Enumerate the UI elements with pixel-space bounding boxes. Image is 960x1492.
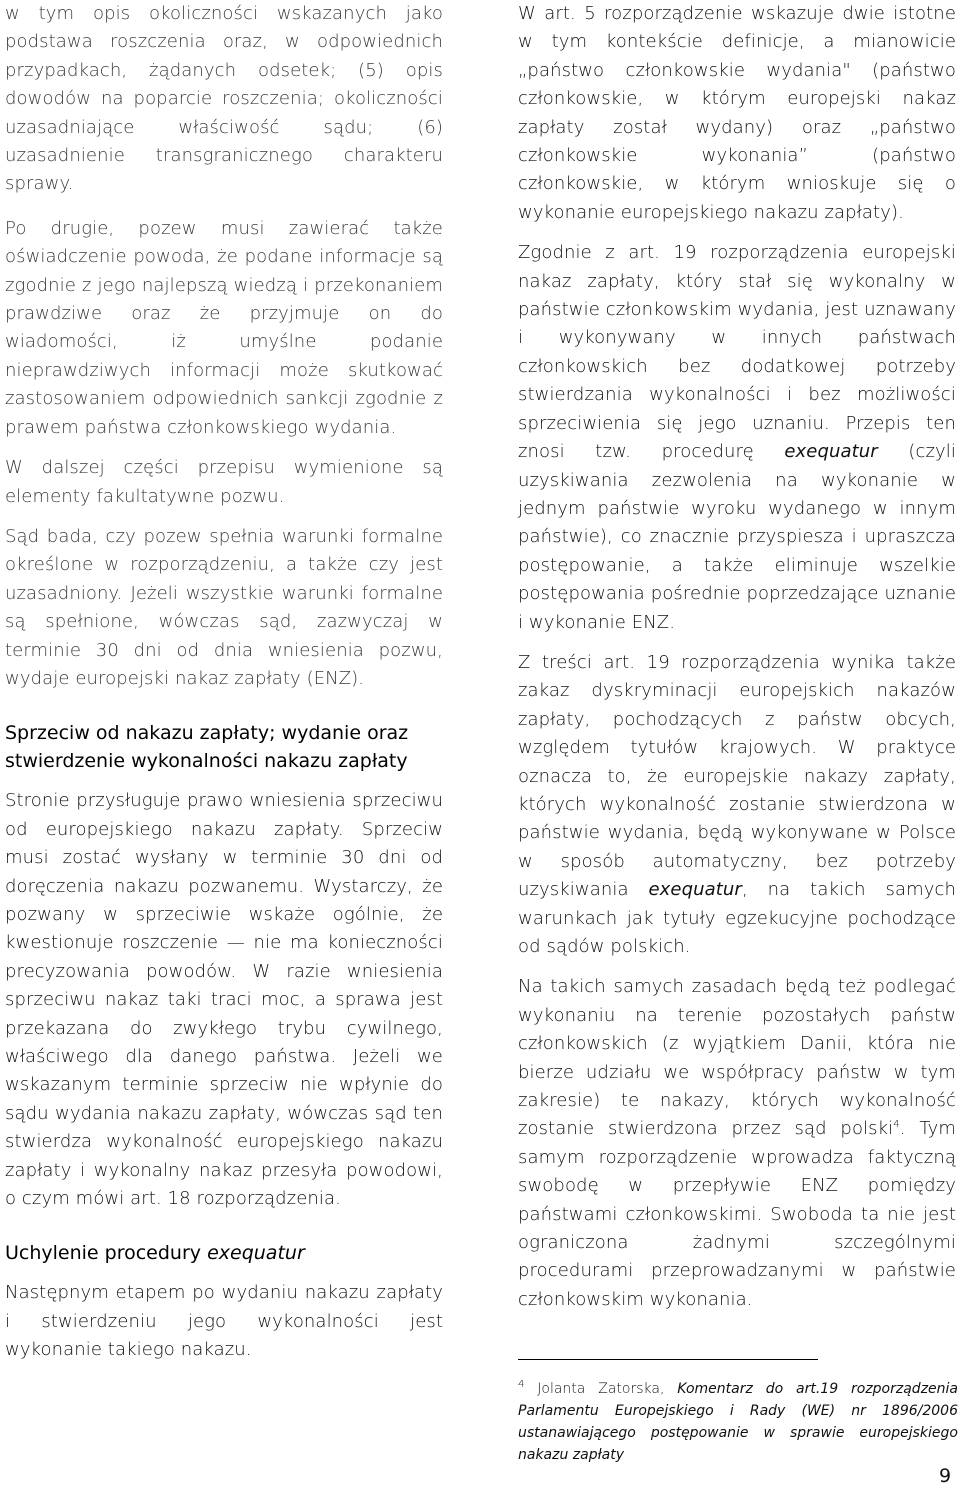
footnote-title: Komentarz do art.19 rozporządzenia Parlamentu Europejskiego i Rady (WE) nr 1896/2006 ustanawiającego postępowanie w sprawie europejskiego nakazu zapłaty — [518, 1381, 958, 1463]
section-heading: Sprzeciw od nakazu zapłaty; wydanie oraz stwierdzenie wykonalności nakazu zapłaty — [5, 722, 409, 773]
heading-text: Uchylenie procedury — [5, 1242, 208, 1265]
left-column — [5, 0, 443, 1365]
footnote-separator — [518, 1359, 818, 1360]
paragraph — [518, 239, 956, 637]
paragraph: Następnym etapem po wydaniu nakazu zapłaty i stwierdzeniu jego wykonalności jest wykonanie takiego nakazu. — [5, 1282, 443, 1361]
footnote — [518, 1378, 958, 1466]
heading-italic-text: exequatur — [207, 1242, 305, 1265]
paragraph: Stronie przysługuje prawo wniesienia sprzeciwu od europejskiego nakazu zapłaty. Sprzeciw musi zostać wysłany w terminie 30 dni od doręczenia nakazu pozwanemu. Wystarczy, że pozwany w sprzeciwie wskaże ogólnie, że kwestionuje roszczenie — nie ma konieczności precyzowania powodów. W razie wniesienia sprzeciwu nakaz taki traci moc, a sprawa jest przekazana do zwykłego trybu cywilnego, właściwego dla danego państwa. Jeżeli we wskazanym terminie sprzeciw nie wpłynie do sądu wydania nakazu zapłaty, wówczas sąd ten stwierdza wykonalność europejskiego nakazu zapłaty i wykonalny nakaz przesyła powodowi, o czym mówi art. 18 rozporządzenia. — [5, 790, 443, 1210]
right-column — [518, 0, 956, 1314]
paragraph: W art. 5 rozporządzenie wskazuje dwie istotne w tym kontekście definicje, a mianowicie „państwo członkowskie wydania" (państwo członkowskie, w którym europejski nakaz zapłaty został wydany) oraz „państwo członkowskie wykonania” (państwo członkowskie, w którym wnioskuje się o wykonanie europejskiego nakazu zapłaty). — [518, 3, 956, 223]
text-run: Na takich samych zasadach będą też podlegać wykonaniu na terenie pozostałych państw członkowskich (z wyjątkiem Danii, która nie bierze udziału we współpracy państw w tym zakresie) te nakazy, których wykonalność zostanie stwierdzona przez sąd polski — [518, 976, 956, 1140]
paragraph: Po drugie, pozew musi zawierać także oświadczenie powoda, że podane informacje są zgodnie z jego najlepszą wiedzą i przekonaniem prawdziwe oraz że przyjmuje on do wiadomości, iż umyślne podanie nieprawdziwych informacji może skutkować zastosowaniem odpowiednich sankcji zgodnie z prawem państwa członkowskiego wydania. — [5, 217, 443, 438]
text-run: . Tym samym rozporządzenie wprowadza faktyczną swobodę w przepływie ENZ pomiędzy państwami członkowskimi. Swoboda ta nie jest ograniczona żadnymi szczególnymi procedurami przeprowadzanymi w państwie członkowskim wykonania. — [518, 1118, 956, 1310]
text-run: Z treści art. 19 rozporządzenia wynika także zakaz dyskryminacji europejskich nakazów zapłaty, pochodzących z państw obcych, względem tytułów krajowych. W praktyce oznacza to, że europejskie nakazy zapłaty, których wykonalność zostanie stwierdzona w państwie wydania, będą wykonywane w Polsce w sposób automatyczny, bez potrzeby uzyskiwania — [518, 651, 956, 901]
text-run: Zgodnie z art. 19 rozporządzenia europejski nakaz zapłaty, który stał się wykonalny w państwie członkowskim wydania, jest uznawany i wykonywany w innych państwach członkowskich bez dodatkowej potrzeby stwierdzania wykonalności i bez możliwości sprzeciwienia się jego uznaniu. Przepis ten znosi tzw. procedurę — [518, 242, 956, 463]
footnote-author: Jolanta Zatorska, — [524, 1381, 678, 1397]
footnote-number: 4 — [518, 1379, 525, 1390]
text-run: , na takich samych warunkach jak tytuły egzekucyjne pochodzące od sądów polskich. — [518, 879, 956, 957]
paragraph: Sąd bada, czy pozew spełnia warunki formalne określone w rozporządzeniu, a także czy jest uzasadniony. Jeżeli wszystkie warunki formalne są spełnione, wówczas sąd, zazwyczaj w terminie 30 dni od dnia wniesienia pozwu, wydaje europejski nakaz zapłaty (ENZ). — [5, 525, 443, 689]
text-run: (czyli uzyskiwania zezwolenia na wykonanie w jednym państwie wyroku wydanego w innym państwie), co znacznie przyspiesza i upraszcza postępowanie, a także eliminuje wszelkie postępowania pośrednie poprzedzające uznanie i wykonanie ENZ. — [518, 441, 956, 633]
paragraph: W dalszej części przepisu wymienione są elementy fakultatywne pozwu. — [5, 457, 443, 507]
paragraph: w tym opis okoliczności wskazanych jako podstawa roszczenia oraz, w odpowiednich przypadkach, żądanych odsetek; (5) opis dowodów na poparcie roszczenia; okoliczności uzasadniające właściwość sądu; (6) uzasadnienie transgranicznego charakteru sprawy. — [5, 3, 443, 195]
italic-term: exequatur — [784, 441, 878, 463]
paragraph — [518, 973, 956, 1314]
footnote-ref[interactable]: 4 — [893, 1119, 900, 1131]
paragraph — [518, 649, 956, 961]
section-heading — [5, 1239, 443, 1267]
italic-term: exequatur — [648, 879, 742, 901]
page-number: 9 — [939, 1465, 952, 1487]
